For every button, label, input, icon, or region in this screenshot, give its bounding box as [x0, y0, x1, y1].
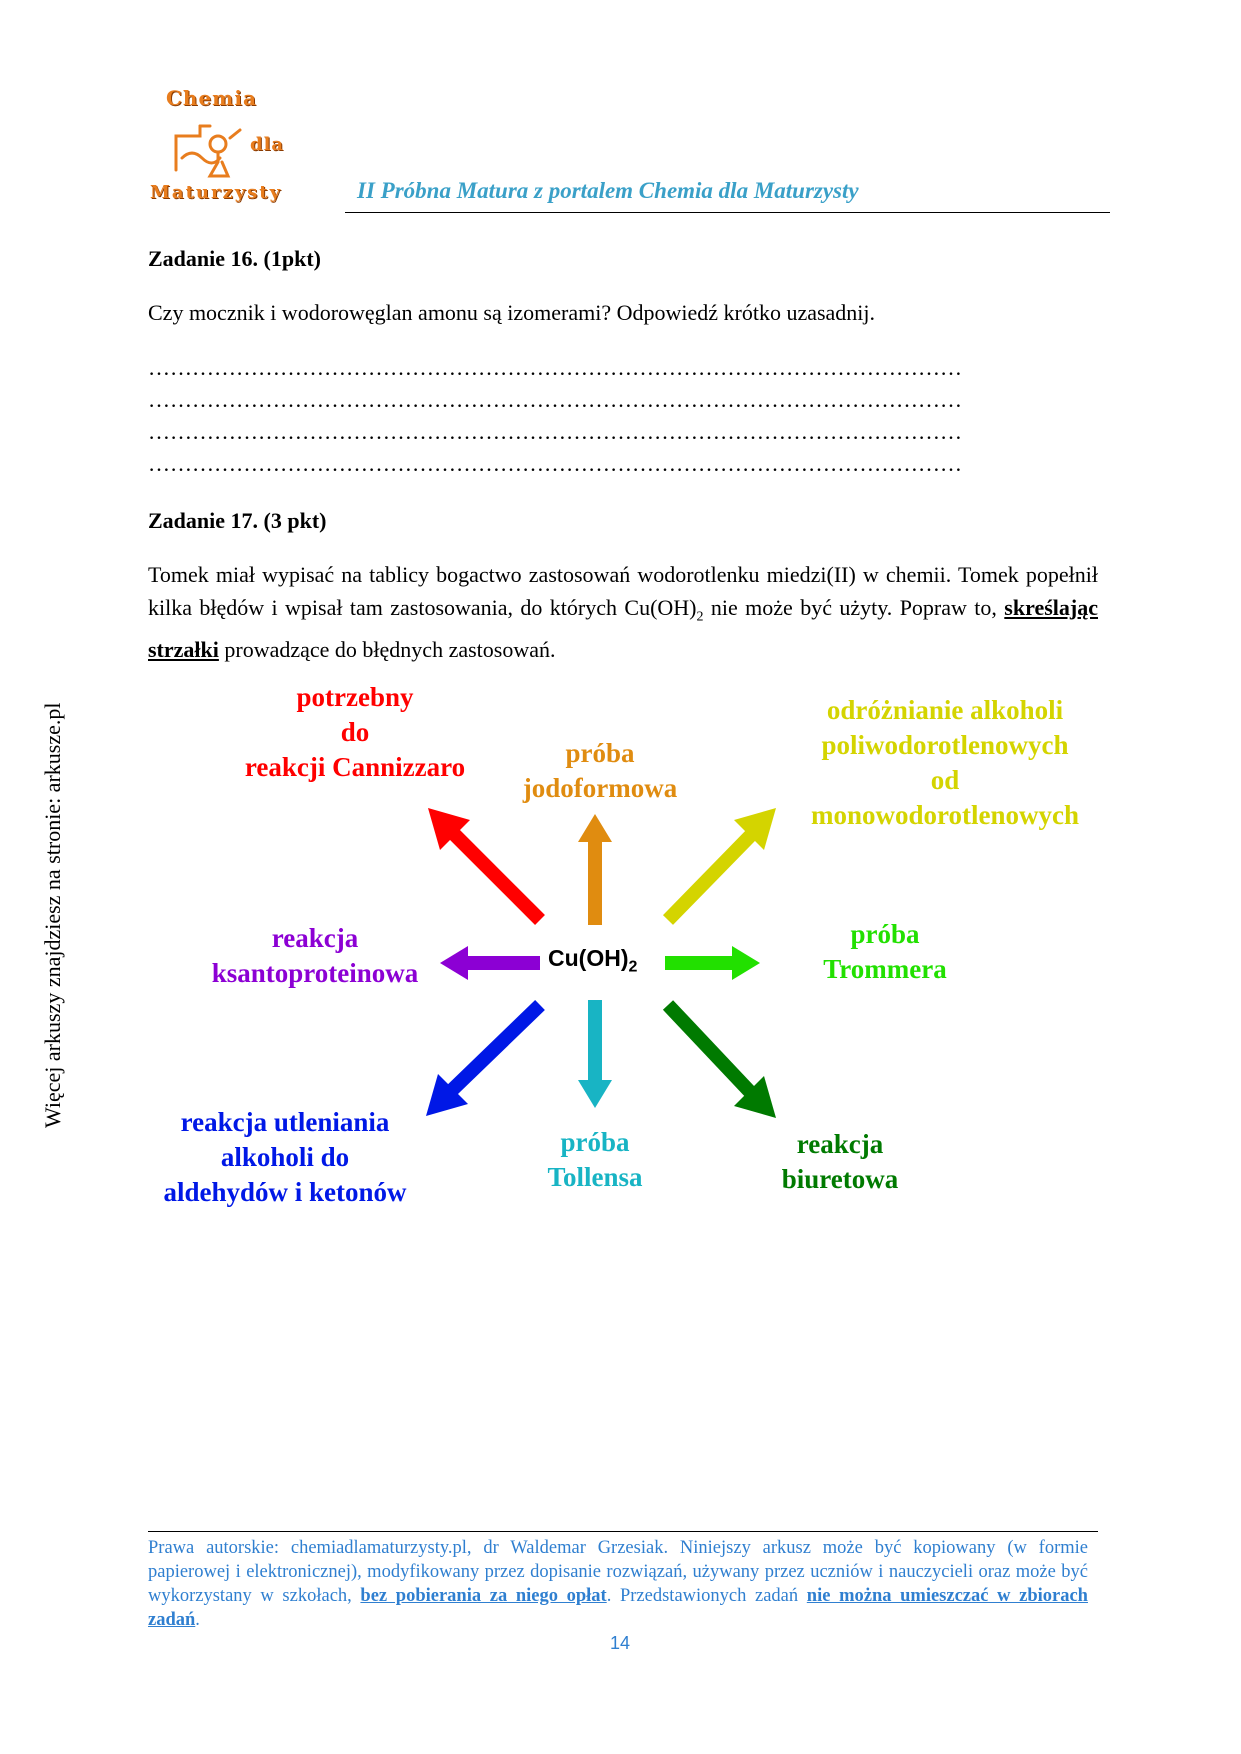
answer-line[interactable]: …………………………………………………………………………………………………	[148, 419, 962, 444]
arrow-trommer[interactable]	[665, 946, 760, 980]
task17-text: Tomek miał wypisać na tablicy bogactwo zastosowań wodorotlenku miedzi(II) w chemii. Tomek popełnił kilka błędów i wpisał tam zastosowania, do których $Cu(OH)_2$ nie może być użyty. Popraw to, skreślając strzałki prowadzące do błędnych zastosowań.	[148, 562, 1098, 663]
side-watermark-text: Więcej arkuszy znajdziesz na stronie: arkusze.pl	[40, 702, 65, 1128]
task16-question: Czy mocznik i wodorowęglan amonu są izomerami? Odpowiedź krótko uzasadnij.	[148, 300, 876, 325]
footer-emphasis: nie można umieszczać w zbiorach zadań	[148, 1586, 1088, 1630]
page-number: 14	[609, 1633, 631, 1653]
label-jodoform: próba jodoformowa	[522, 738, 678, 803]
task16-title: Zadanie 16. (1pkt)	[148, 246, 321, 271]
footer-emphasis: bez pobierania za niego opłat	[360, 1586, 607, 1606]
header-title: II Próbna Matura z portalem Chemia dla Maturzysty	[357, 178, 859, 203]
arrow-ksanto[interactable]	[440, 946, 540, 980]
label-cannizzaro: potrzebny do reakcji Cannizzaro	[244, 682, 466, 782]
label-ksanto: reakcja ksantoproteinowa	[211, 923, 419, 988]
arrow-utleniania[interactable]	[426, 1005, 540, 1116]
arrow-tollens[interactable]	[578, 1000, 612, 1108]
footer-divider	[148, 1531, 1098, 1532]
answer-line[interactable]: …………………………………………………………………………………………………	[148, 451, 962, 476]
arrow-cannizzaro[interactable]	[428, 808, 540, 920]
center-formula: $Cu(OH)_2$	[548, 945, 638, 976]
task17-emphasis: skreślając strzałki	[148, 595, 1098, 663]
task17-title: Zadanie 17. (3 pkt)	[148, 508, 327, 533]
logo-word-dla: dla	[250, 134, 285, 155]
answer-line[interactable]: …………………………………………………………………………………………………	[148, 387, 962, 412]
logo-word-chemia: Chemia	[166, 86, 257, 110]
label-utleniania: reakcja utleniania alkoholi do aldehydów i ketonów	[163, 1107, 407, 1207]
footer-copyright: Prawa autorskie: chemiadlamaturzysty.pl, dr Waldemar Grzesiak. Niniejszy arkusz może być kopiowany (w formie papierowej i elektronicznej), modyfikowany przez dopisanie rozwiązań, używany przez uczniów i nauczycieli oraz może być wykorzystany w szkołach, bez pobierania za niego opłat. Przedstawionych zadań nie można umieszczać w zbiorach zadań.	[148, 1538, 1088, 1630]
arrow-jodoform[interactable]	[578, 814, 612, 925]
arrow-odroznianie[interactable]	[668, 808, 776, 920]
label-trommer: próba Trommera	[823, 919, 947, 984]
label-odroznianie: odróżnianie alkoholi poliwodorotlenowych od monowodorotlenowych	[810, 695, 1079, 830]
label-tollens: próba Tollensa	[547, 1127, 643, 1192]
arrow-biuret[interactable]	[668, 1005, 776, 1118]
answer-line[interactable]: …………………………………………………………………………………………………	[148, 355, 962, 380]
logo-word-maturzysty: Maturzysty	[150, 182, 283, 203]
label-biuret: reakcja biuretowa	[781, 1129, 899, 1194]
